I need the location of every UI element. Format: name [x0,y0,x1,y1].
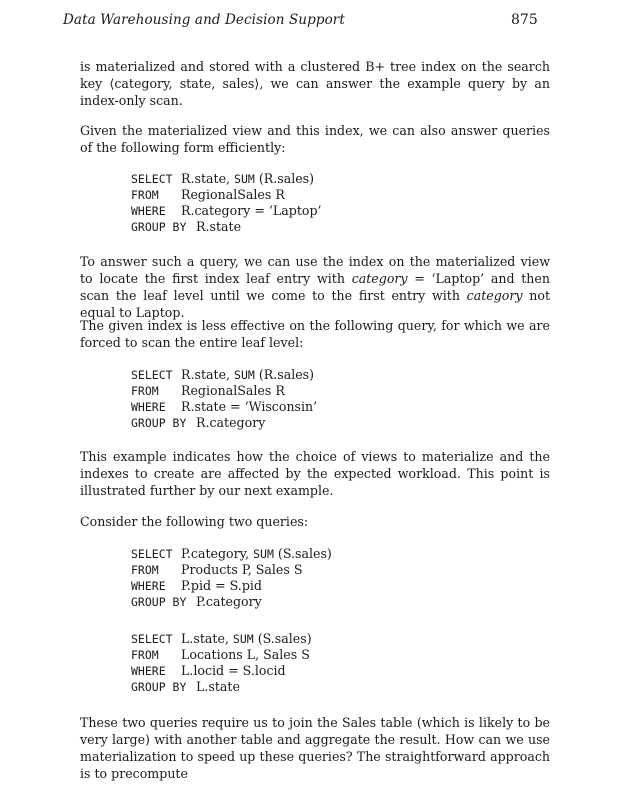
sql-where-clause [131,663,312,679]
sql-group-by-clause [131,679,312,695]
sql-select-columns: L.state, [181,631,233,646]
paragraph-intro-query-2: The given index is less effective on the following query, for which we are forced to scan the entire leaf level: [80,318,550,350]
paragraph-intro-query-1: Given the materialized view and this index, we can also answer queries of the following form efficiently: [80,123,550,155]
sql-where-clause [131,203,322,219]
sql-aggregate-keyword: SUM [253,547,274,561]
sql-select-columns: R.state, [181,171,235,186]
sql-from-tables: RegionalSales R [181,187,285,202]
sql-keyword-where: WHERE [131,204,166,218]
sql-aggregate-keyword: SUM [234,172,255,186]
paragraph-continuation: is materialized and stored with a clustered B+ tree index on the search key ⟨category, state, sales⟩, we can answer the example query by an index-only scan. [80,59,550,108]
sql-keyword-select: SELECT [131,368,173,382]
sql-aggregate-argument: (S.sales) [273,546,332,561]
sql-aggregate-keyword: SUM [234,368,255,382]
sql-where-clause [131,399,317,415]
sql-from-clause [131,187,322,203]
sql-keyword-select: SELECT [131,172,173,186]
sql-group-by-column: L.state [196,679,240,694]
sql-group-by-clause [131,219,322,235]
sql-group-by-clause [131,415,317,431]
sql-from-tables: Products P, Sales S [181,562,303,577]
sql-where-condition: R.state = ‘Wisconsin’ [181,399,318,414]
sql-keyword-select: SELECT [131,632,173,646]
sql-aggregate-argument: (R.sales) [254,367,315,382]
sql-from-clause [131,647,312,663]
sql-from-tables: Locations L, Sales S [181,647,310,662]
sql-group-by-clause [131,594,332,610]
paragraph-explain-query-1 [80,253,550,321]
sql-keyword-group-by: GROUP BY [131,595,187,609]
sql-keyword-where: WHERE [131,664,166,678]
running-header-title: Data Warehousing and Decision Support [63,12,345,28]
paragraph-text: = ‘Laptop’ and then scan the leaf level until we come to the first entry with [80,271,550,303]
sql-keyword-from: FROM [131,563,159,577]
sql-select-columns: P.category, [181,546,254,561]
sql-query-3 [131,546,332,610]
sql-keyword-where: WHERE [131,579,166,593]
sql-select-clause [131,367,317,383]
sql-aggregate-argument: (R.sales) [254,171,315,186]
sql-keyword-from: FROM [131,188,159,202]
sql-group-by-column: P.category [196,594,262,609]
sql-keyword-from: FROM [131,648,159,662]
sql-select-columns: R.state, [181,367,235,382]
sql-query-2 [131,367,317,431]
sql-query-1 [131,171,322,235]
sql-aggregate-keyword: SUM [232,632,254,646]
sql-keyword-from: FROM [131,384,159,398]
sql-where-condition: L.locid = S.locid [181,663,286,678]
paragraph-workload: This example indicates how the choice of views to materialize and the indexes to create are affected by the expected workload. This point is illustrated further by our next example. [80,449,550,498]
paragraph-text: not equal to Laptop. [80,288,551,320]
sql-select-clause [131,546,332,562]
page-number: 875 [511,12,538,28]
sql-group-by-column: R.state [196,219,242,234]
sql-where-clause [131,578,332,594]
paragraph-materialization: These two queries require us to join the Sales table (which is likely to be very large) with another table and aggregate the result. How can we use materialization to speed up these queries? The straightforward approach is to precompute [80,715,550,781]
sql-aggregate-argument: (S.sales) [253,631,312,646]
sql-select-clause [131,631,312,647]
paragraph-text: To answer such a query, we can use the index on the materialized view to locate the first index leaf entry with [80,254,550,286]
sql-from-tables: RegionalSales R [181,383,285,398]
emphasis-category: category [351,271,408,286]
sql-keyword-group-by: GROUP BY [131,680,187,694]
sql-group-by-column: R.category [196,415,266,430]
sql-keyword-where: WHERE [131,400,166,414]
sql-keyword-group-by: GROUP BY [131,220,187,234]
sql-keyword-group-by: GROUP BY [131,416,187,430]
sql-where-condition: P.pid = S.pid [181,578,262,593]
sql-query-4 [131,631,312,695]
sql-keyword-select: SELECT [131,547,173,561]
sql-select-clause [131,171,322,187]
sql-from-clause [131,562,332,578]
sql-from-clause [131,383,317,399]
sql-where-condition: R.category = ‘Laptop’ [181,203,322,218]
emphasis-category: category [466,288,523,303]
paragraph-intro-two-queries: Consider the following two queries: [80,514,309,529]
